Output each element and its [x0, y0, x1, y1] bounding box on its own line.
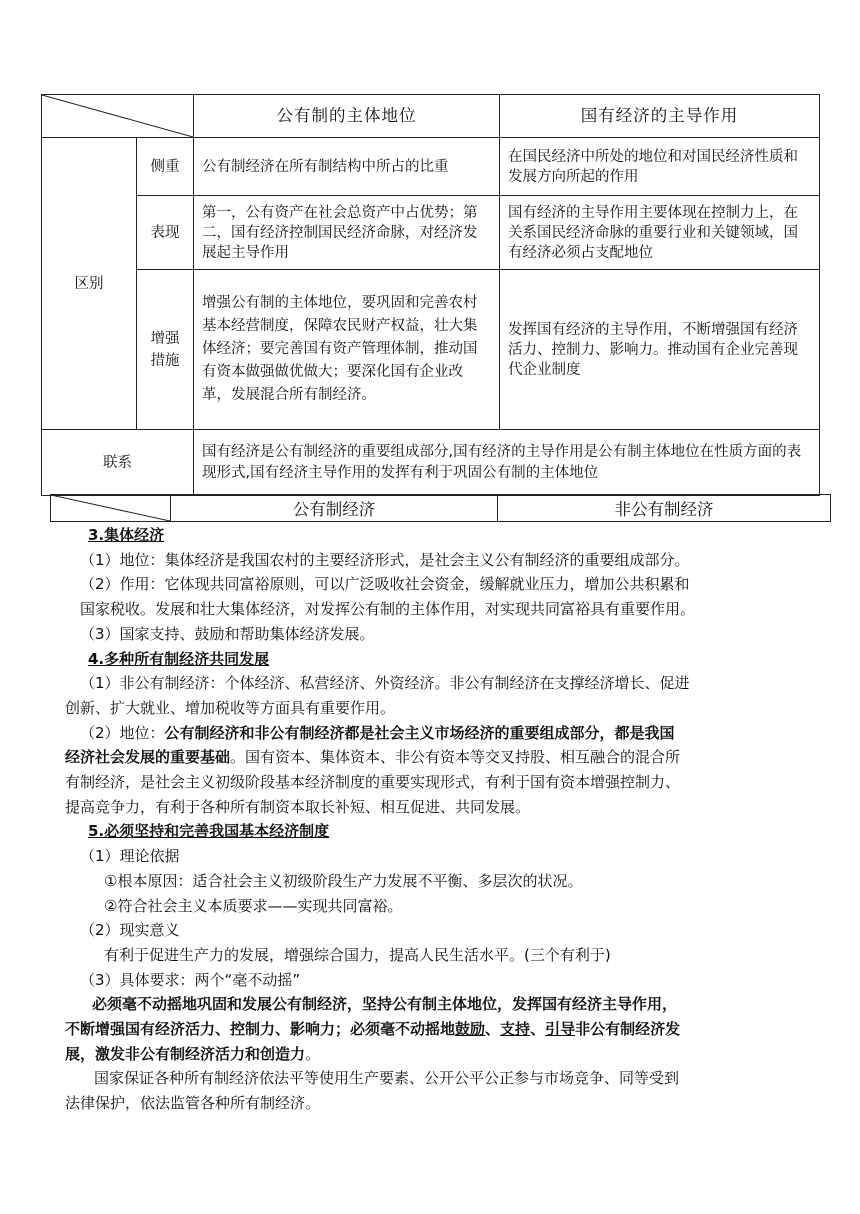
cell-focus-right: 在国民经济中所处的地位和对国民经济性质和发展方向所起的作用: [500, 138, 820, 196]
s4-para-2-bold-2: 经济社会发展的重要基础: [65, 748, 231, 767]
s3-para-1: （1）地位：集体经济是我国农村的主要经济形式，是社会主义公有制经济的重要组成部分。: [80, 550, 690, 569]
diagonal-header-cell: [42, 95, 194, 138]
s5-para-1: （1）理论依据: [80, 847, 180, 866]
col-header-non-public-economy: 非公有制经济: [498, 495, 831, 522]
s4-para-2-rest-1: 。国有资本、集体资本、非公有资本等交叉持股、相互融合的混合所: [230, 748, 681, 767]
s5-bold-2-sep-1: 、: [485, 1020, 501, 1039]
s5-bold-3-text: 展，激发非公有制经济活力和创造力: [65, 1044, 306, 1063]
comparison-table: [41, 94, 820, 496]
cell-measures-right: 发挥国有经济的主导作用，不断增强国有经济活力、控制力、影响力。推动国有企业完善现代企业制度: [500, 270, 820, 430]
diagonal-line-2: [51, 495, 170, 521]
s5-para-2: （2）现实意义: [80, 921, 180, 940]
cell-manifestation-right: 国有经济的主导作用主要体现在控制力上，在关系国民经济命脉的重要行业和关键领域，国有经济必须占支配地位: [500, 196, 820, 270]
s5-para-4b: 法律保护，依法监管各种所有制经济。: [65, 1094, 321, 1113]
section-3-title-text: 3.集体经济: [88, 526, 165, 544]
s4-para-1b: 创新、扩大就业、增加税收等方面具有重要作用。: [65, 698, 396, 717]
section-4-title: [70, 647, 800, 672]
s4-para-2-lead: （2）地位：: [80, 723, 165, 742]
col-header-public-ownership: 公有制的主体地位: [194, 95, 500, 138]
s5-para-1b: ②符合社会主义本质要求——实现共同富裕。: [104, 896, 403, 915]
s4-para-2d: 提高竞争力，有利于各种所有制资本取长补短、相互促进、共同发展。: [65, 797, 531, 816]
s5-bold-2a: 不断增强国有经济活力、控制力、影响力；必须毫不动摇地: [65, 1020, 456, 1039]
row-label-connection: 联系: [42, 430, 194, 496]
s3-para-2a: （2）作用：它体现共同富裕原则，可以广泛吸收社会资金，缓解就业压力，增加公共积累和: [80, 575, 690, 594]
s5-bold-2-guide: 引导: [545, 1020, 576, 1039]
s5-bold-1: 必须毫不动摇地巩固和发展公有制经济，坚持公有制主体地位，发挥国有经济主导作用，: [92, 995, 678, 1014]
s4-para-2-bold-1: 公有制经济和非公有制经济都是社会主义市场经济的重要组成部分，都是我国: [164, 723, 675, 742]
s4-para-2b: [65, 745, 800, 770]
cell-focus-left: 公有制经济在所有制结构中所占的比重: [194, 138, 500, 196]
section-5-title: [70, 819, 800, 844]
s4-para-1a: （1）非公有制经济：个体经济、私营经济、外资经济。非公有制经济在支撑经济增长、促进: [80, 674, 690, 693]
s5-bold-3: [65, 1042, 800, 1067]
section-4-title-text: 4.多种所有制经济共同发展: [88, 649, 270, 668]
s5-para-4a: 国家保证各种所有制经济依法平等使用生产要素、公开公平公正参与市场竞争、同等受到: [94, 1069, 680, 1088]
group-label-difference: 区别: [42, 138, 137, 430]
s5-bold-2-encourage: 鼓励: [455, 1020, 486, 1039]
diagonal-line: [42, 95, 193, 137]
s5-bold-2: [65, 1017, 800, 1042]
col-header-state-economy: 国有经济的主导作用: [500, 95, 820, 138]
row-label-measures-text: 增强措施: [150, 330, 180, 369]
s5-para-3: （3）具体要求：两个“毫不动摇”: [80, 970, 301, 989]
s5-para-1a: ①根本原因：适合社会主义初级阶段生产力发展不平衡、多层次的状况。: [104, 871, 583, 890]
s4-para-2c: 有制经济，是社会主义初级阶段基本经济制度的重要实现形式，有利于国有资本增强控制力、: [65, 773, 681, 792]
cell-measures-left: 增强公有制的主体地位，要巩固和完善农村基本经营制度，保障农民财产权益，壮大集体经济；要完善国有资产管理体制，推动国有资本做强做优做大；要深化国有企业改革，发展混合所有制经济。: [194, 270, 500, 430]
document-body: [65, 523, 800, 1116]
cell-connection: 国有经济是公有制经济的重要组成部分,国有经济的主导作用是公有制主体地位在性质方面的表现形式,国有经济主导作用的发挥有利于巩固公有制的主体地位: [194, 430, 820, 496]
ownership-header-table: [50, 494, 831, 522]
col-header-public-economy: 公有制经济: [171, 495, 498, 522]
s5-bold-2b: 非公有制经济发: [575, 1020, 681, 1039]
s5-bold-3-end: 。: [305, 1044, 321, 1063]
s5-bold-2-support: 支持: [500, 1020, 531, 1039]
row-label-manifestation: 表现: [137, 196, 194, 270]
section-5-title-text: 5.必须坚持和完善我国基本经济制度: [88, 822, 330, 841]
s3-para-2b: 国家税收。发展和壮大集体经济，对发挥公有制的主体作用，对实现共同富裕具有重要作用。: [80, 600, 696, 619]
row-label-focus: 侧重: [137, 138, 194, 196]
s5-bold-2-sep-2: 、: [530, 1020, 546, 1039]
cell-manifestation-left: 第一，公有资产在社会总资产中占优势；第二，国有经济控制国民经济命脉，对经济发展起主导作用: [194, 196, 500, 270]
s3-para-3: （3）国家支持、鼓励和帮助集体经济发展。: [80, 624, 375, 643]
section-3-title: [70, 523, 800, 548]
s5-para-2a: 有利于促进生产力的发展，增强综合国力，提高人民生活水平。(三个有利于): [104, 945, 611, 964]
row-label-measures: [137, 270, 194, 430]
diagonal-header-cell-2: [51, 495, 171, 522]
s4-para-2a: [70, 721, 800, 746]
